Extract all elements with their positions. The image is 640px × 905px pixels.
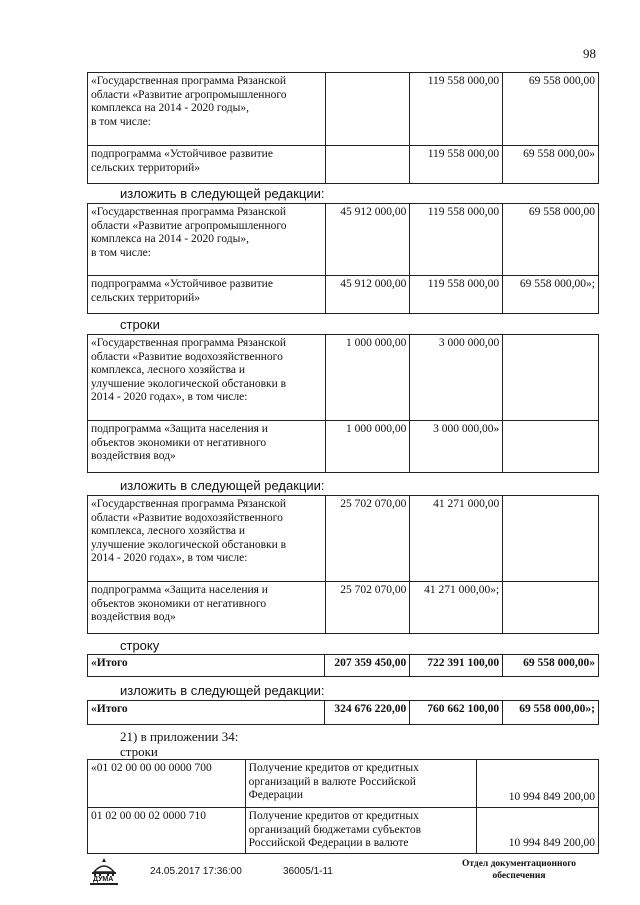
- caption-appendix: 21) в приложении 34:: [120, 729, 239, 744]
- amount-cell: 3 000 000,00: [410, 335, 503, 421]
- table-6-total: [87, 700, 599, 725]
- amount-cell: 25 702 070,00: [325, 582, 410, 634]
- description-cell: Получение кредитов от кредитных организаций бюджетами субъектов Российской Федерации в валюте: [245, 808, 477, 854]
- table-row: [88, 73, 599, 146]
- table-row: [88, 808, 599, 854]
- amount-cell: 41 271 000,00»;: [410, 582, 503, 634]
- amount-cell: 69 558 000,00: [503, 73, 599, 146]
- code-cell: «01 02 00 00 00 0000 700: [88, 760, 246, 808]
- table-row: [88, 655, 599, 677]
- amount-cell: 10 994 849 200,00: [477, 760, 599, 808]
- amount-cell: 45 912 000,00: [325, 204, 410, 276]
- table-row: [88, 496, 599, 582]
- program-name-cell: «Государственная программа Рязанской области «Развитие водохозяйственного комплекса, лесного хозяйства и улучшение экологической обстановки в 2014 - 2020 годах», в том числе:: [88, 335, 326, 421]
- table-row: [88, 276, 599, 314]
- footer-datetime: 24.05.2017 17:36:00: [150, 866, 242, 877]
- footer-department: Отдел документационного обеспечения: [461, 859, 577, 881]
- table-4: [87, 495, 599, 634]
- table-row: [88, 582, 599, 634]
- amount-cell: 119 558 000,00: [410, 73, 503, 146]
- amount-cell: 45 912 000,00: [325, 276, 410, 314]
- amount-cell: 207 359 450,00: [325, 655, 410, 677]
- amount-cell: 760 662 100,00: [410, 701, 503, 725]
- amount-cell: 722 391 100,00: [410, 655, 503, 677]
- amount-cell: [325, 146, 410, 184]
- total-label-cell: «Итого: [88, 701, 325, 725]
- table-row: [88, 421, 599, 473]
- amount-cell: [503, 582, 599, 634]
- amount-cell: 119 558 000,00: [410, 146, 503, 184]
- amount-cell: 69 558 000,00»;: [503, 276, 599, 314]
- amount-cell: 1 000 000,00: [325, 421, 410, 473]
- amount-cell: 119 558 000,00: [410, 204, 503, 276]
- table-row: [88, 146, 599, 184]
- code-cell: 01 02 00 00 02 0000 710: [88, 808, 246, 854]
- amount-cell: 69 558 000,00»: [503, 655, 599, 677]
- table-2: [87, 203, 599, 314]
- program-name-cell: подпрограмма «Защита населения и объектов экономики от негативного воздействия вод»: [88, 421, 326, 473]
- program-name-cell: «Государственная программа Рязанской области «Развитие агропромышленного комплекса на 2014 - 2020 годы», в том числе:: [88, 73, 326, 146]
- amount-cell: 25 702 070,00: [325, 496, 410, 582]
- program-name-cell: подпрограмма «Устойчивое развитие сельских территорий»: [88, 276, 326, 314]
- amount-cell: 3 000 000,00»: [410, 421, 503, 473]
- program-name-cell: «Государственная программа Рязанской области «Развитие водохозяйственного комплекса, лесного хозяйства и улучшение экологической обстановки в 2014 - 2020 годах», в том числе:: [88, 496, 326, 582]
- table-row: [88, 701, 599, 725]
- caption-rows: строки: [120, 744, 158, 759]
- caption-new-edition: изложить в следующей редакции:: [120, 478, 325, 493]
- table-row: [88, 204, 599, 276]
- amount-cell: 69 558 000,00»: [503, 146, 599, 184]
- amount-cell: [503, 335, 599, 421]
- program-name-cell: подпрограмма «Устойчивое развитие сельских территорий»: [88, 146, 326, 184]
- duma-building-icon: [86, 856, 122, 890]
- caption-row: строку: [120, 638, 160, 653]
- table-1: [87, 72, 599, 184]
- table-row: [88, 335, 599, 421]
- logo-text: ДУМА: [93, 876, 114, 883]
- amount-cell: 119 558 000,00: [410, 276, 503, 314]
- amount-cell: [503, 421, 599, 473]
- amount-cell: 41 271 000,00: [410, 496, 503, 582]
- footer-doc-number: 36005/1-11: [283, 866, 333, 877]
- amount-cell: [325, 73, 410, 146]
- amount-cell: [503, 496, 599, 582]
- table-5-total: [87, 654, 599, 677]
- page-number: 98: [583, 46, 596, 61]
- amount-cell: 69 558 000,00: [503, 204, 599, 276]
- caption-new-edition: изложить в следующей редакции:: [120, 186, 325, 201]
- amount-cell: 1 000 000,00: [325, 335, 410, 421]
- amount-cell: 324 676 220,00: [325, 701, 410, 725]
- caption-rows: строки: [120, 317, 160, 332]
- amount-cell: 10 994 849 200,00: [477, 808, 599, 854]
- amount-cell: 69 558 000,00»;: [503, 701, 599, 725]
- table-row: [88, 760, 599, 808]
- duma-logo: [86, 856, 122, 890]
- total-label-cell: «Итого: [88, 655, 325, 677]
- program-name-cell: подпрограмма «Защита населения и объектов экономики от негативного воздействия вод»: [88, 582, 326, 634]
- table-3: [87, 334, 599, 473]
- caption-new-edition: изложить в следующей редакции:: [120, 683, 325, 698]
- description-cell: Получение кредитов от кредитных организаций в валюте Российской Федерации: [245, 760, 477, 808]
- program-name-cell: «Государственная программа Рязанской области «Развитие агропромышленного комплекса на 2014 - 2020 годы», в том числе:: [88, 204, 326, 276]
- table-7-credits: [87, 759, 599, 854]
